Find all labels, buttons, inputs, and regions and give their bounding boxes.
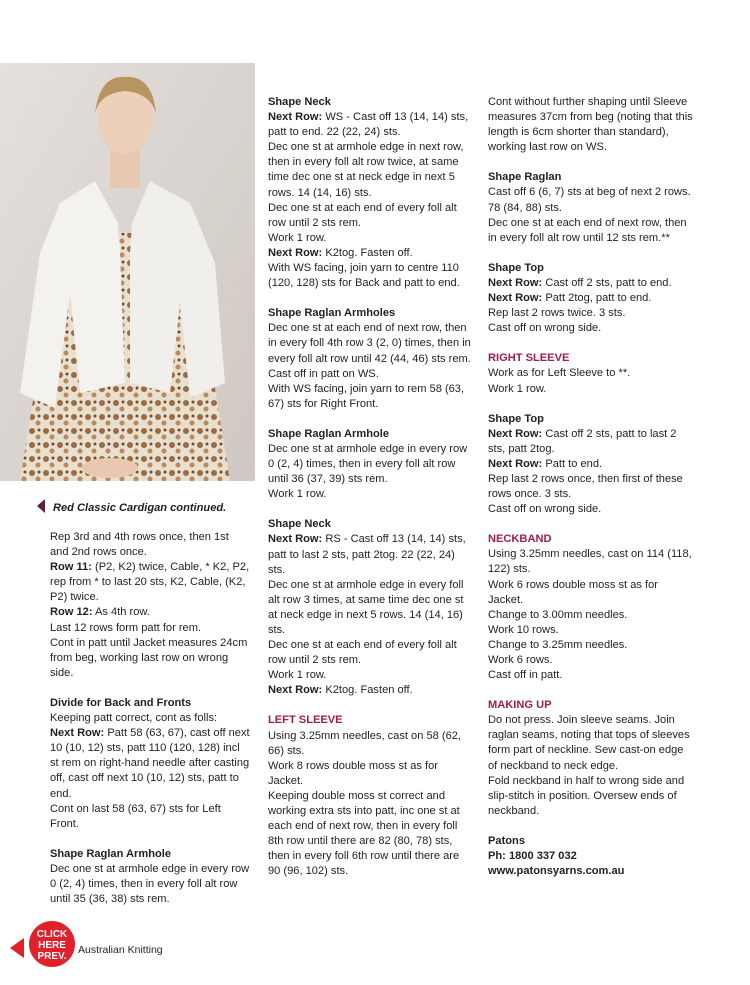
spacer [488, 517, 693, 532]
row-label: Next Row: [268, 111, 323, 124]
row-label: Next Row: [268, 684, 323, 697]
model-photo [0, 63, 255, 481]
instruction-text: Cont in patt until Jacket measures 24cm from beg, working last row on wrong side. [50, 636, 248, 679]
row-label: Next Row: [488, 427, 543, 440]
instruction-text: With WS facing, join yarn to rem 58 (63, 67) sts for Right Front. [268, 382, 465, 410]
row-text: Cast off 2 sts, patt to last 2 sts, patt 2tog. [488, 427, 677, 455]
instruction-text: Work 6 rows. [488, 654, 553, 666]
row-text: Cast off 2 sts, patt to end. [542, 276, 672, 289]
spacer [50, 832, 250, 847]
instruction-text: Dec one st at armhole edge in next row, then in every foll alt row twice, at same time dec one st at neck edge in next 5 rows. 14 (14, 16) sts. [268, 141, 464, 199]
row-label: Next Row: [488, 457, 543, 470]
row-label: Next Row: [488, 292, 543, 305]
instruction-text: Change to 3.25mm needles. [488, 638, 628, 651]
instruction-row [488, 276, 693, 291]
instruction-text: Last 12 rows form patt for rem. [50, 621, 202, 634]
instruction-text: Dec one st at each end of every foll alt row until 2 sts rem. [268, 639, 457, 667]
instruction-text: Cast off in patt. [488, 669, 563, 682]
row-text: As 4th row. [92, 606, 150, 619]
section-heading: Shape Top [488, 412, 544, 425]
spacer [50, 681, 250, 696]
instruction-text: Rep last 2 rows twice. 3 sts. [488, 307, 626, 320]
continued-note: Red Classic Cardigan continued. [37, 499, 252, 516]
section-title: MAKING UP [488, 699, 552, 712]
instruction-text: Work 10 rows. [488, 623, 559, 636]
spacer [488, 246, 693, 261]
section-heading: Shape Neck [268, 518, 331, 531]
spacer [268, 502, 473, 517]
instruction-row [488, 291, 693, 306]
section-heading: Shape Raglan [488, 171, 562, 184]
row-text: WS - Cast off 13 (14, 14) sts, patt to end. 22 (22, 24) sts. [268, 111, 469, 139]
instruction-text: Dec one st at armhole edge in every foll alt row 3 times, at same time dec one st at neck edge in next 5 rows. 14 (14, 16) sts. [268, 578, 464, 636]
instruction-text: With WS facing, join yarn to centre 110 (120, 128) sts for Back and patt to end. [268, 262, 460, 290]
section-heading: Ph: 1800 337 032 [488, 850, 577, 863]
row-label: Next Row: [488, 276, 543, 289]
instruction-text: Work 1 row. [268, 488, 327, 501]
column-1 [50, 530, 250, 907]
instruction-text: Dec one st at each end of next row, then in every foll alt row until 12 sts rem.** [488, 216, 687, 244]
instruction-text: Work 1 row. [268, 231, 327, 244]
click-here-prev-button[interactable] [10, 918, 80, 973]
instruction-text: Using 3.25mm needles, cast on 114 (118, 122) sts. [488, 548, 692, 576]
instruction-text: Cast off on wrong side. [488, 503, 602, 516]
instruction-row [268, 683, 473, 698]
row-text: Patt to end. [542, 457, 603, 470]
instruction-text: Do not press. Join sleeve seams. Join raglan seams, noting that tops of sleeves form part of neckline. Sew cast-on edge of neckband to neck edge. [488, 714, 690, 772]
instruction-text: Cont on last 58 (63, 67) sts for Left Front. [50, 802, 221, 830]
instruction-row [268, 532, 473, 577]
instruction-text: Work 8 rows double moss st as for Jacket. [268, 759, 438, 787]
section-heading: Shape Raglan Armhole [268, 427, 390, 440]
instruction-row [268, 110, 473, 140]
instruction-text: Fold neckband in half to wrong side and slip-stitch in position. Oversew ends of neckband. [488, 774, 685, 817]
section-heading: Patons [488, 834, 525, 847]
spacer [268, 698, 473, 713]
instruction-text: Dec one st at armhole edge in every row 0 (2, 4) times, then in every foll alt row until 36 (37, 39) sts rem. [268, 442, 468, 486]
instruction-text: Cast off on wrong side. [488, 322, 602, 335]
instruction-row [50, 726, 250, 801]
left-arrow-icon [10, 938, 24, 958]
instruction-text: Cast off in patt on WS. [268, 367, 379, 380]
instruction-text: Work 1 row. [268, 669, 327, 682]
footer-publication: Australian Knitting [78, 944, 163, 956]
section-heading: Shape Top [488, 261, 544, 274]
click-label-3: PREV. [37, 951, 67, 962]
instruction-text: Work 1 row. [488, 382, 547, 395]
instruction-text: Change to 3.00mm needles. [488, 608, 628, 621]
instruction-text: Rep last 2 rows once, then first of these rows once. 3 sts. [488, 472, 683, 501]
spacer [268, 291, 473, 306]
instruction-text: Keeping patt correct, cont as folls: [50, 712, 218, 725]
section-title: NECKBAND [488, 533, 552, 546]
instruction-text: Cast off 6 (6, 7) sts at beg of next 2 rows. 78 (84, 88) sts. [488, 186, 691, 214]
instruction-text: Work 6 rows double moss st as for Jacket. [488, 578, 658, 606]
instruction-row [50, 605, 250, 620]
instruction-text: Rep 3rd and 4th rows once, then 1st and 2nd rows once. [50, 531, 229, 559]
instruction-text: Work as for Left Sleeve to **. [488, 367, 631, 380]
back-arrow-icon[interactable] [37, 499, 45, 513]
row-label: Row 11: [50, 561, 92, 574]
row-text: K2tog. Fasten off. [322, 684, 413, 697]
row-text: (P2, K2) twice, Cable, * K2, P2, rep from * to last 20 sts, K2, Cable, (K2, P2) twice. [50, 561, 250, 604]
row-text: Patt 2tog, patt to end. [542, 292, 652, 305]
spacer [268, 412, 473, 427]
column-2 [268, 95, 473, 880]
instruction-text: Cont without further shaping until Sleeve measures 37cm from beg (noting that this length is 6cm shorter than standard), working last row on WS. [488, 96, 693, 154]
spacer [488, 819, 693, 834]
section-heading: Shape Neck [268, 96, 331, 108]
row-label: Row 12: [50, 606, 93, 619]
spacer [488, 155, 693, 170]
section-title: RIGHT SLEEVE [488, 352, 570, 365]
model-photo-illustration [0, 63, 255, 481]
instruction-text: Keeping double moss st correct and working extra sts into patt, inc one st at each end of next row, then in every foll 8th row until there are 82 (80, 78) sts, then in every foll 6th row until there are 90 (96, 102) sts. [268, 789, 460, 878]
row-text: Patt 58 (63, 67), cast off next 10 (10, 12) sts, patt 110 (120, 128) incl st rem on right-hand needle after casting off, cast off next 10 (10, 12) sts, patt to end. [50, 727, 250, 800]
instruction-row [50, 560, 250, 605]
section-heading: www.patonsyarns.com.au [488, 865, 625, 878]
section-heading: Shape Raglan Armhole [50, 847, 172, 860]
spacer [488, 397, 693, 412]
instruction-text: Dec one st at each end of next row, then in every foll 4th row 3 (2, 0) times, then in every foll alt row until 42 (44, 46) sts rem. [268, 322, 471, 365]
instruction-row [268, 246, 473, 261]
instruction-text: Dec one st at each end of every foll alt row until 2 sts rem. [268, 201, 457, 229]
instruction-row [488, 457, 693, 472]
row-label: Next Row: [268, 533, 323, 546]
section-heading: Shape Raglan Armholes [268, 307, 396, 320]
instruction-row [488, 427, 693, 457]
instruction-text: Using 3.25mm needles, cast on 58 (62, 66) sts. [268, 729, 462, 757]
section-title: LEFT SLEEVE [268, 714, 343, 727]
row-text: RS - Cast off 13 (14, 14) sts, patt to last 2 sts, patt 2tog. 22 (22, 24) sts. [268, 533, 466, 576]
click-label-2: HERE [38, 940, 66, 951]
spacer [488, 683, 693, 698]
spacer [488, 336, 693, 351]
row-label: Next Row: [50, 727, 105, 740]
instruction-text: Dec one st at armhole edge in every row 0 (2, 4) times, then in every foll alt row until 35 (36, 38) sts rem. [50, 862, 250, 906]
column-3 [488, 95, 693, 879]
row-label: Next Row: [268, 246, 323, 259]
section-heading: Divide for Back and Fronts [50, 696, 192, 709]
row-text: K2tog. Fasten off. [322, 246, 413, 259]
click-label-1: CLICK [36, 929, 68, 940]
